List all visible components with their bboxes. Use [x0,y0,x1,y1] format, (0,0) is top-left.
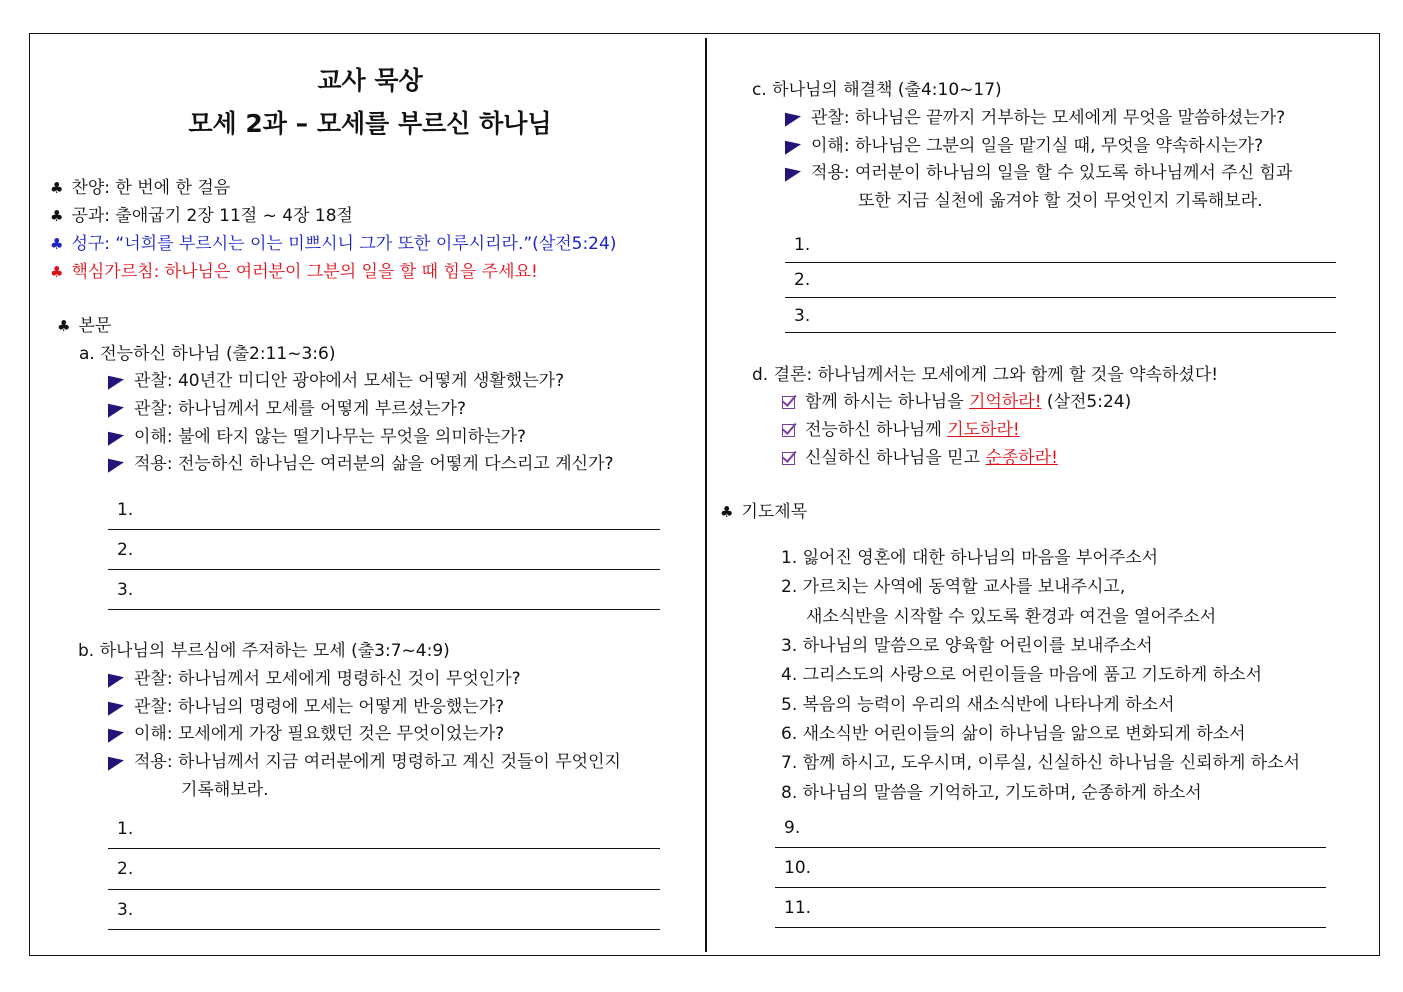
answer-line [775,887,1326,888]
section-b-item [108,696,504,718]
blank-label: 2. [794,270,811,290]
club-icon: ♣ [720,503,734,521]
item-text: 이해: 불에 타지 않는 떨기나무는 무엇을 의미하는가? [134,427,527,447]
club-icon: ♣ [50,207,64,225]
answer-line [108,889,660,890]
section-d-title: d. 결론: 하나님께서는 모세에게 그와 함께 할 것을 약속하셨다! [752,365,1219,385]
section-a-item [108,453,614,475]
prayer-item: 4. 그리스도의 사랑으로 어린이들을 마음에 품고 기도하게 하소서 [781,665,1263,685]
item-text: 적용: 여러분이 하나님의 일을 할 수 있도록 하나님께서 주신 힘과 [811,163,1293,183]
item-text: 관찰: 하나님의 명령에 모세는 어떻게 반응했는가? [134,697,505,717]
item-text: 적용: 하나님께서 지금 여러분에게 명령하고 계신 것들이 무엇인지 [134,752,621,772]
section-b-item [108,668,521,690]
blank-label: 1. [117,500,134,520]
club-icon: ♣ [50,235,64,253]
column-divider [705,38,707,952]
prayer-item: 2. 가르치는 사역에 동역할 교사를 보내주시고, [781,577,1126,597]
section-d-check [782,391,1131,413]
section-c-title: c. 하나님의 해결책 (출4:10~17) [752,80,1002,100]
checkbox-icon [782,452,795,465]
prayer-item: 5. 복음의 능력이 우리의 새소식반에 나타나게 하소서 [781,695,1175,715]
answer-line [785,297,1336,298]
section-b-title: b. 하나님의 부르심에 주저하는 모세 (출3:7~4:9) [78,641,450,661]
check-text: 함께 하시는 하나님을 [805,392,970,412]
item-text: 관찰: 40년간 미디안 광야에서 모세는 어떻게 생활했는가? [134,371,565,391]
page-title-line1: 교사 묵상 [317,66,423,95]
section-a-item [108,370,564,392]
arrow-icon [785,109,801,126]
answer-line [785,332,1336,333]
prayer-item: 1. 잃어진 영혼에 대한 하나님의 마음을 부어주소서 [781,548,1159,568]
answer-line [785,262,1336,263]
arrow-icon [108,698,124,715]
check-highlight: 기도하라! [947,420,1020,440]
check-highlight: 기억하라! [969,392,1042,412]
arrow-icon [108,753,124,770]
blank-label: 1. [117,819,134,839]
arrow-icon [785,137,801,154]
prayer-item-cont: 새소식반을 시작할 수 있도록 환경과 여건을 열어주소서 [806,607,1217,627]
lesson-text: 공과: 출애굽기 2장 11절 ~ 4장 18절 [71,206,353,226]
section-c-item [785,107,1285,129]
check-text: 신실하신 하나님을 믿고 [805,448,986,468]
arrow-icon [108,670,124,687]
info-lesson [50,205,353,227]
section-b-item [108,723,504,745]
section-d-check [782,419,1020,441]
arrow-icon [108,455,124,472]
blank-label: 3. [117,580,134,600]
section-c-item [785,135,1263,157]
info-verse [50,233,616,255]
answer-line [108,929,660,930]
item-text: 관찰: 하나님은 끝까지 거부하는 모세에게 무엇을 말씀하셨는가? [811,108,1286,128]
check-text-post: (살전5:24) [1041,392,1132,412]
answer-line [775,927,1326,928]
section-c-item-cont: 또한 지금 실천에 옮겨야 할 것이 무엇인지 기록해보라. [858,191,1263,211]
page-title-line2: 모세 2과 – 모세를 부르신 하나님 [188,109,552,138]
praise-text: 찬양: 한 번에 한 걸음 [71,178,231,198]
answer-line [108,609,660,610]
blank-label: 11. [784,898,812,918]
item-text: 관찰: 하나님께서 모세를 어떻게 부르셨는가? [134,399,466,419]
check-highlight: 순종하라! [985,448,1058,468]
check-text: 전능하신 하나님께 [805,420,948,440]
arrow-icon [108,428,124,445]
info-praise [50,177,230,199]
club-icon: ♣ [50,179,64,197]
blank-label: 2. [117,859,134,879]
arrow-icon [108,400,124,417]
answer-line [108,529,660,530]
blank-label: 3. [794,306,811,326]
core-text: 핵심가르침: 하나님은 여러분이 그분의 일을 할 때 힘을 주세요! [71,262,538,282]
prayer-heading-text: 기도제목 [741,502,808,522]
section-c-item [785,162,1292,184]
blank-label: 9. [784,818,801,838]
blank-label: 10. [784,858,812,878]
item-text: 적용: 전능하신 하나님은 여러분의 삶을 어떻게 다스리고 계신가? [134,454,614,474]
section-a-item [108,426,526,448]
arrow-icon [108,725,124,742]
checkbox-icon [782,424,795,437]
section-a-item [108,398,466,420]
prayer-heading [720,501,807,523]
item-text: 이해: 모세에게 가장 필요했던 것은 무엇이었는가? [134,724,505,744]
item-text: 이해: 하나님은 그분의 일을 맡기실 때, 무엇을 약속하시는가? [811,136,1264,156]
arrow-icon [108,372,124,389]
verse-text: 성구: “너희를 부르시는 이는 미쁘시니 그가 또한 이루시리라.”(살전5:24) [71,234,617,254]
club-icon: ♣ [50,263,64,281]
prayer-item: 8. 하나님의 말씀을 기억하고, 기도하며, 순종하게 하소서 [781,783,1202,803]
section-b-item [108,751,621,773]
body-heading [57,315,111,337]
answer-line [108,569,660,570]
answer-line [775,847,1326,848]
club-icon: ♣ [57,317,71,335]
section-a-title: a. 전능하신 하나님 (출2:11~3:6) [79,344,336,364]
item-text: 관찰: 하나님께서 모세에게 명령하신 것이 무엇인가? [134,669,521,689]
answer-line [108,848,660,849]
info-core [50,261,538,283]
prayer-item: 3. 하나님의 말씀으로 양육할 어린이를 보내주소서 [781,636,1153,656]
prayer-item: 7. 함께 하시고, 도우시며, 이루실, 신실하신 하나님을 신뢰하게 하소서 [781,753,1301,773]
blank-label: 3. [117,900,134,920]
section-b-item-cont: 기록해보라. [181,780,269,800]
blank-label: 1. [794,235,811,255]
checkbox-icon [782,396,795,409]
prayer-item: 6. 새소식반 어린이들의 삶이 하나님을 앎으로 변화되게 하소서 [781,724,1246,744]
section-d-check [782,447,1058,469]
blank-label: 2. [117,540,134,560]
body-heading-text: 본문 [78,316,112,336]
arrow-icon [785,164,801,181]
